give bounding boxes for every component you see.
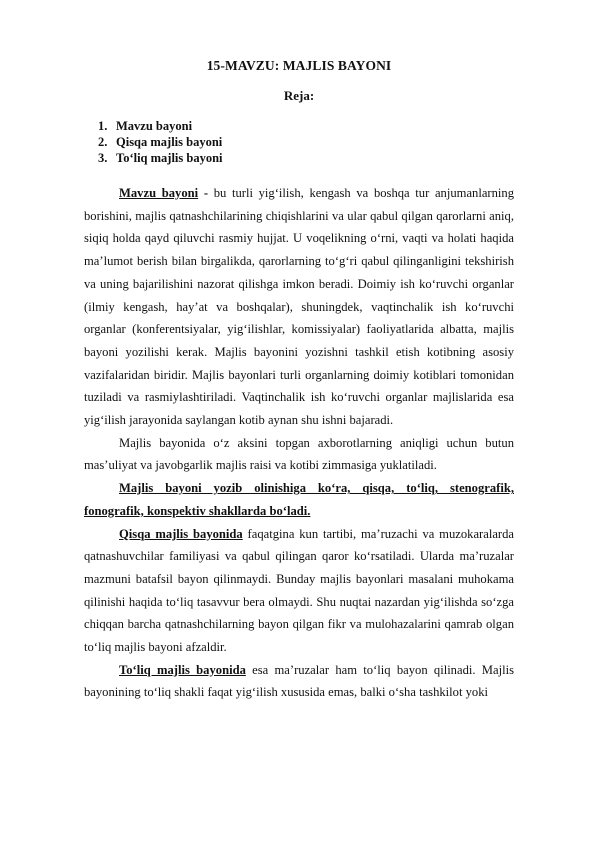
plan-heading: Reja: <box>283 88 315 103</box>
plan-item-label: To‘liq majlis bayoni <box>116 151 223 165</box>
paragraph-definition <box>84 182 514 432</box>
term-dash: - <box>198 186 214 200</box>
term-mavzu-bayoni: Mavzu bayoni <box>119 186 199 200</box>
paragraph-text: esa ma’ruzalar ham to‘liq bayon qilinadi. Majlis bayonining to‘liq shakli faqat yig‘ilish xususida emas, balki o‘sha tashkilot yoki <box>84 662 514 700</box>
paragraph-responsibility: Majlis bayonida o‘z aksini topgan axborotlarning aniqligi uchun butun mas’uliyat va javobgarlik majlis raisi va kotibi zimmasiga yuklatiladi. <box>84 435 514 473</box>
document-page <box>84 58 514 704</box>
plan-item-label: Mavzu bayoni <box>116 119 193 133</box>
plan-item <box>98 134 514 150</box>
plan-item-label: Qisqa majlis bayoni <box>116 135 223 149</box>
plan-item-number: 3. <box>98 151 108 165</box>
plan-item-number: 1. <box>98 119 108 133</box>
plan-list <box>98 118 514 166</box>
term-qisqa-majlis-bayoni: Qisqa majlis bayonida <box>119 526 243 541</box>
term-toliq-majlis-bayoni: To‘liq majlis bayonida <box>119 662 246 677</box>
paragraph-text: bu turli yig‘ilish, kengash va boshqa tur anjumanlarning borishini, majlis qatnashchilarining chiqishlarini va ular qabul qilgan qarorlarni aniq, siqiq holda qayd qiluvchi rasmiy hujjat. U voqelikning o‘rni, vaqti va holati haqida ma’lumot berish bilan birgalikda, qarorlarning to‘g‘ri qabul qilinganligini tekshirish va uning bajarilishini nazorat qilishga imkon beradi. Doimiy ish ko‘ruvchi organlar (ilmiy kengash, hay’at va boshqalar), shuningdek, vaqtinchalik ish ko‘ruvchi organlar (konferentsiyalar, yig‘ilishlar, komissiyalar) faoliyatlarida albatta, majlis bayoni yozilishi kerak. Majlis bayonini yozishni tashkil etish kotibning asosiy vazifalaridan biridir. Majlis bayonlari turli organlarning doimiy kotiblari tomonidan tuziladi va rasmiylashtiriladi. Vaqtinchalik ish ko‘ruvchi organlar majlislarida esa yig‘ilish jarayonida saylangan kotib aynan shu ishni bajaradi. <box>84 186 514 428</box>
paragraph-forms: Majlis bayoni yozib olinishiga ko‘ra, qisqa, to‘liq, stenografik, fonografik, konspektiv shakllarda bo‘ladi. <box>84 481 514 518</box>
paragraph-full-minutes <box>84 659 514 704</box>
plan-item <box>98 118 514 134</box>
plan-item <box>98 150 514 166</box>
paragraph-short-minutes <box>84 523 514 659</box>
page-title: 15-MAVZU: MAJLIS BAYONI <box>206 58 392 73</box>
paragraph-text: faqatgina kun tartibi, ma’ruzachi va muzokaralarda qatnashuvchilar familiyasi va qabul qilingan qaror ko‘rsatiladi. Ularda ma’ruzalar mazmuni batafsil bayon qilinmaydi. Bunday majlis bayonlari masalani muhokama qilinishi haqida to‘liq tasavvur bera olmaydi. Shu nuqtai nazardan yig‘ilishda so‘zga chiqqan barcha qatnashchilarning bayon qilgan fikr va mulohazalarini qamrab olgan to‘liq majlis bayoni afzaldir. <box>84 526 514 655</box>
plan-item-number: 2. <box>98 135 108 149</box>
